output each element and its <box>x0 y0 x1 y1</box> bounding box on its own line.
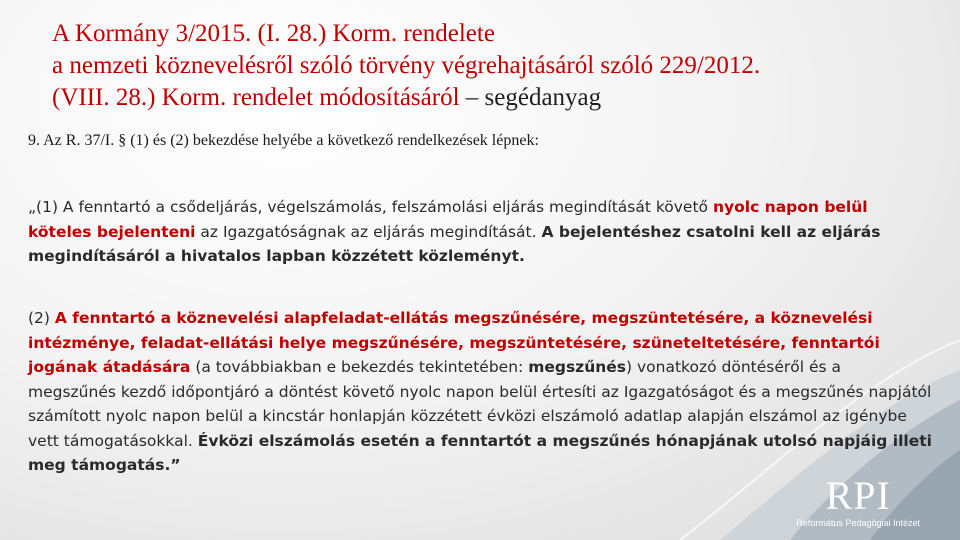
title-line-3 <box>52 82 912 114</box>
p2-s4: megszűnés <box>528 358 627 376</box>
p2-s1: (2) <box>28 309 55 327</box>
paragraph-1 <box>28 195 933 269</box>
rpi-logo <box>796 473 920 528</box>
title-subtitle: segédanyag <box>484 84 602 111</box>
title-line-1: A Kormány 3/2015. (I. 28.) Korm. rendelete <box>52 20 495 47</box>
p2-s5: ) vonatkozó döntéséről és a megszűnés kezdő időpontjáró a döntést követő nyolc napon belül értesíti az Igazgatóságot és a megszűnés napjától számított nyolc napon belül a kincstár honlapján közzétett évközi elszámoló adatlap alapján elszámol az igénybe vett támogatásokkal. <box>28 358 932 450</box>
p2-s3: (a továbbiakban e bekezdés tekintetében: <box>190 358 529 376</box>
p1-s4: az Igazgatóságnak az eljárás megindítását. <box>195 222 542 241</box>
p1-s2: a csődeljárás, végelszámolás, felszámolási eljárás megindítását követő <box>150 198 713 216</box>
logo-subtitle: Református Pedagógiai Intézet <box>796 518 920 528</box>
p2-s2: A fenntartó a köznevelési alapfeladat-ellátás megszűnésére, megszüntetésére, a köznevelési intézménye, feladat-ellátási helye megszűnésére, megszüntetésére, szüneteltetésére, fenntartói jogának átadására <box>28 309 880 376</box>
logo-mark: RPI <box>825 473 891 518</box>
p1-s5: A bejelentéshez csatolni kell az eljárás megindításáról a hivatalos lapban közzétett közleményt. <box>28 222 881 265</box>
page-title <box>52 18 912 114</box>
p1-s3: nyolc napon belül köteles bejelenteni <box>28 198 868 241</box>
title-line-3-main: (VIII. 28.) Korm. rendelet módosításáról <box>52 84 460 111</box>
paragraph-2 <box>28 306 933 478</box>
intro-text: 9. Az R. 37/I. § (1) és (2) bekezdése helyébe a következő rendelkezések lépnek: <box>28 132 539 149</box>
p1-s1: „(1) A fenntartó <box>28 198 151 216</box>
title-dash: – <box>459 84 485 111</box>
p2-s6: Évközi elszámolás esetén a fenntartót a megszűnés hónapjának utolsó napjáig illeti meg támogatás.” <box>28 431 932 474</box>
title-line-2: a nemzeti köznevelésről szóló törvény végrehajtásáról szóló 229/2012. <box>52 52 761 79</box>
